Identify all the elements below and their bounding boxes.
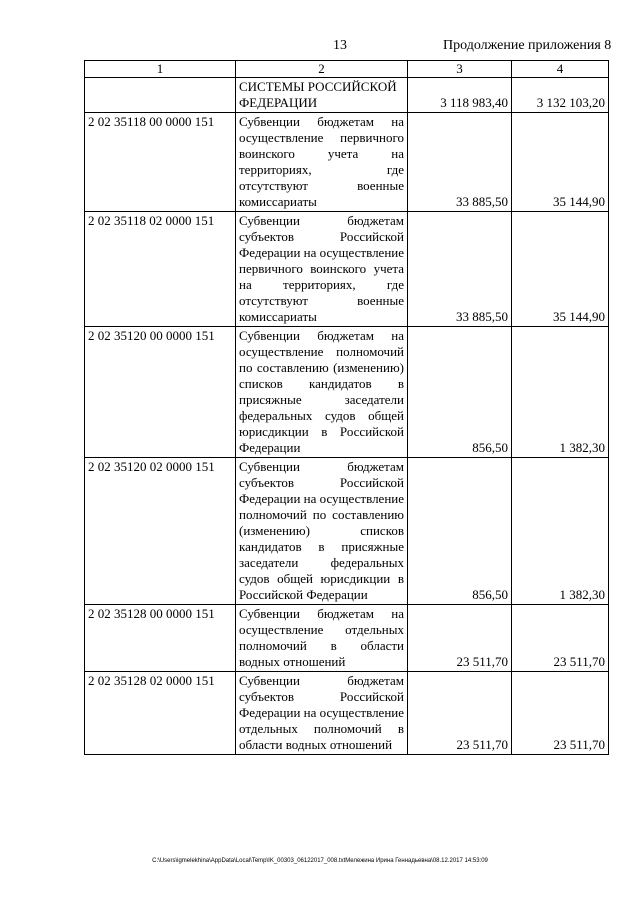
row-name: Субвенции бюджетам субъектов Российской Федерации на осуществление отдельных полномочий в области водных отношений — [236, 672, 408, 755]
budget-table — [84, 60, 609, 755]
row-value-col4: 35 144,90 — [512, 212, 609, 327]
page-number: 13 — [333, 38, 347, 53]
row-code: 2 02 35120 00 0000 151 — [85, 327, 236, 458]
row-name: Субвенции бюджетам на осуществление первичного воинского учета на территориях, где отсутствуют военные комиссариаты — [236, 113, 408, 212]
column-header: 1 — [85, 61, 236, 78]
table-row — [85, 212, 609, 327]
row-value-col4: 1 382,30 — [512, 327, 609, 458]
row-value-col3: 33 885,50 — [408, 212, 512, 327]
column-header: 3 — [408, 61, 512, 78]
row-name: Субвенции бюджетам на осуществление отдельных полномочий в области водных отношений — [236, 605, 408, 672]
row-value-col4: 3 132 103,20 — [512, 78, 609, 113]
row-value-col4: 23 511,70 — [512, 605, 609, 672]
table-header-row — [85, 61, 609, 78]
row-code: 2 02 35128 00 0000 151 — [85, 605, 236, 672]
row-value-col3: 3 118 983,40 — [408, 78, 512, 113]
table-row — [85, 458, 609, 605]
row-name: СИСТЕМЫ РОССИЙСКОЙ ФЕДЕРАЦИИ — [236, 78, 408, 113]
table-row — [85, 327, 609, 458]
table-row — [85, 672, 609, 755]
row-value-col3: 33 885,50 — [408, 113, 512, 212]
column-header: 4 — [512, 61, 609, 78]
row-name: Субвенции бюджетам субъектов Российской Федерации на осуществление полномочий по составлению (изменению) списков кандидатов в присяжные заседатели федеральных судов общей юрисдикции в Российской Федерации — [236, 458, 408, 605]
table-row — [85, 113, 609, 212]
row-value-col4: 23 511,70 — [512, 672, 609, 755]
row-code — [85, 78, 236, 113]
row-value-col4: 1 382,30 — [512, 458, 609, 605]
row-code: 2 02 35118 02 0000 151 — [85, 212, 236, 327]
column-header: 2 — [236, 61, 408, 78]
row-value-col4: 35 144,90 — [512, 113, 609, 212]
row-value-col3: 23 511,70 — [408, 605, 512, 672]
row-value-col3: 856,50 — [408, 458, 512, 605]
table-row — [85, 78, 609, 113]
row-value-col3: 23 511,70 — [408, 672, 512, 755]
row-code: 2 02 35120 02 0000 151 — [85, 458, 236, 605]
row-code: 2 02 35118 00 0000 151 — [85, 113, 236, 212]
continuation-label: Продолжение приложения 8 — [443, 38, 612, 53]
row-name: Субвенции бюджетам на осуществление полномочий по составлению (изменению) списков кандидатов в присяжные заседатели федеральных судов общей юрисдикции в Российской Федерации — [236, 327, 408, 458]
row-name: Субвенции бюджетам субъектов Российской Федерации на осуществление первичного воинского учета на территориях, где отсутствуют военные комиссариаты — [236, 212, 408, 327]
table-row — [85, 605, 609, 672]
row-value-col3: 856,50 — [408, 327, 512, 458]
file-path-footer: C:\Users\igmelekhina\AppData\Local\Temp\IK_00303_06122017_008.txtМележина Ирина Геннадьевна\08.12.2017 14:53:09 — [152, 858, 488, 864]
row-code: 2 02 35128 02 0000 151 — [85, 672, 236, 755]
